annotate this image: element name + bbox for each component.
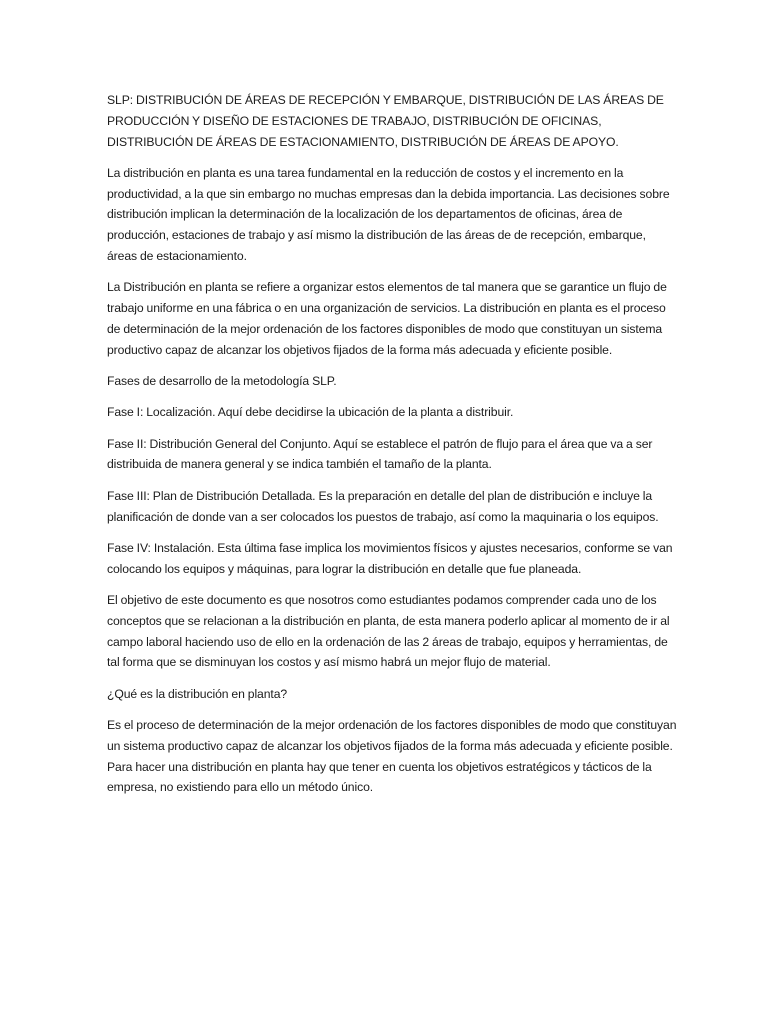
paragraph-intro: La distribución en planta es una tarea fundamental en la reducción de costos y el incremento en la productividad, a la que sin embargo no muchas empresas dan la debida importancia. Las decisiones sobre distribución implican la determinación de la localización de los departamentos de oficinas, área de producción, estaciones de trabajo y así mismo la distribución de las áreas de de recepción, embarque, áreas de estacionamiento. — [107, 165, 670, 264]
document-page — [107, 90, 677, 809]
phase-4: Fase IV: Instalación. Esta última fase implica los movimientos físicos y ajustes necesarios, conforme se van colocando los equipos y máquinas, para lograr la distribución en detalle que fue planeada. — [107, 540, 673, 576]
phase-3: Fase III: Plan de Distribución Detallada. Es la preparación en detalle del plan de distribución e incluye la planificación de donde van a ser colocados los puestos de trabajo, así como la maquinaria o los equipos. — [107, 488, 659, 524]
paragraph-objective: El objetivo de este documento es que nosotros como estudiantes podamos comprender cada uno de los conceptos que se relacionan a la distribución en planta, de esta manera poderlo aplicar al momento de ir al campo laboral haciendo uso de ello en la ordenación de las 2 áreas de trabajo, equipos y herramientas, de tal forma que se disminuyan los costos y así mismo habrá un mejor flujo de material. — [107, 592, 670, 670]
document-title: SLP: DISTRIBUCIÓN DE ÁREAS DE RECEPCIÓN Y EMBARQUE, DISTRIBUCIÓN DE LAS ÁREAS DE PRODUCCIÓN Y DISEÑO DE ESTACIONES DE TRABAJO, DISTRIBUCIÓN DE OFICINAS, DISTRIBUCIÓN DE ÁREAS DE ESTACIONAMIENTO, DISTRIBUCIÓN DE ÁREAS DE APOYO. — [107, 93, 664, 149]
question-heading: ¿Qué es la distribución en planta? — [107, 686, 288, 701]
phase-2: Fase II: Distribución General del Conjunto. Aquí se establece el patrón de flujo para el área que va a ser distribuida de manera general y se indica también el tamaño de la planta. — [107, 436, 653, 472]
phase-1: Fase I: Localización. Aquí debe decidirse la ubicación de la planta a distribuir. — [107, 405, 514, 420]
paragraph-answer: Es el proceso de determinación de la mejor ordenación de los factores disponibles de modo que constituyan un sistema productivo capaz de alcanzar los objetivos fijados de la forma más adecuada y eficiente posible. Para hacer una distribución en planta hay que tener en cuenta los objetivos estratégicos y tácticos de la empresa, no existiendo para ello un método único. — [107, 717, 677, 795]
paragraph-definition: La Distribución en planta se refiere a organizar estos elementos de tal manera que se garantice un flujo de trabajo uniforme en una fábrica o en una organización de servicios. La distribución en planta es el proceso de determinación de la mejor ordenación de los factores disponibles de modo que constituyan un sistema productivo capaz de alcanzar los objetivos fijados de la forma más adecuada y eficiente posible. — [107, 280, 667, 357]
phases-heading: Fases de desarrollo de la metodología SLP. — [107, 374, 337, 389]
